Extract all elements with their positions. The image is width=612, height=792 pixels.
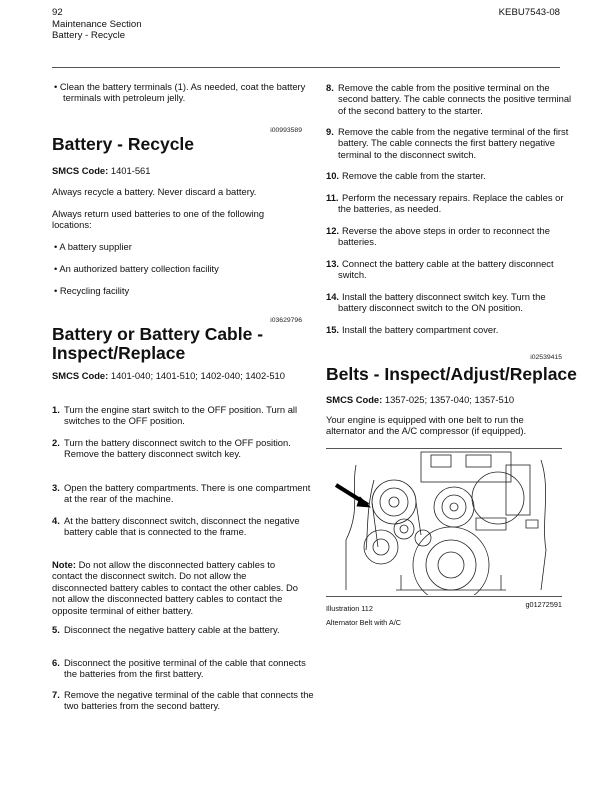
inspect-ref-id: i03629796 <box>270 317 302 324</box>
step-9: 9. Remove the cable from the negative terminal of the first battery. The cable connects the first battery negative terminal to the disconnect switch. <box>326 126 569 160</box>
belts-ref-id: i02539415 <box>530 354 562 361</box>
recycle-ref-id: i00993589 <box>270 127 302 134</box>
page-header <box>52 7 142 42</box>
step-15: 15. Install the battery compartment cover. <box>326 324 499 335</box>
recycle-title: Battery - Recycle <box>52 134 195 154</box>
note: Note: Do not allow the disconnected battery cables to contact the disconnect switch. Do not allow the disconnected battery cables to contact the other cables. Do not allow the disconnected battery cables to contact the opposite terminal of either battery. <box>52 559 298 616</box>
inspect-smcs: SMCS Code: 1401-040; 1401-510; 1402-040; 1402-510 <box>52 370 285 381</box>
section-name: Maintenance Section <box>52 18 142 30</box>
step-1: 1. Turn the engine start switch to the OFF position. Turn all switches to the OFF position. <box>52 404 298 427</box>
illustration-caption: Alternator Belt with A/C <box>326 618 402 627</box>
recycle-bullet: • An authorized battery collection facility <box>54 263 219 274</box>
step-6: 6. Disconnect the positive terminal of the cable that connects the batteries from the first battery. <box>52 657 306 680</box>
topic-name: Battery - Recycle <box>52 30 126 41</box>
step-4: 4. At the battery disconnect switch, disconnect the negative battery cable that is connected to the frame. <box>52 515 300 538</box>
step-3: 3. Open the battery compartments. There is one compartment at the rear of the machine. <box>52 482 311 505</box>
step-2: 2. Turn the battery disconnect switch to the OFF position. Remove the battery disconnect switch key. <box>52 437 291 460</box>
illustration-label: Illustration 112 <box>326 604 373 613</box>
recycle-bullet: • Recycling facility <box>54 285 130 296</box>
engine-illustration <box>326 450 562 595</box>
document-id: KEBU7543-08 <box>498 7 560 18</box>
belts-smcs: SMCS Code: 1357-025; 1357-040; 1357-510 <box>326 394 515 405</box>
recycle-bullet: • A battery supplier <box>54 241 132 252</box>
recycle-paragraph: Always recycle a battery. Never discard a battery. <box>52 186 257 197</box>
step-11: 11. Perform the necessary repairs. Replace the cables or the batteries, as needed. <box>326 192 564 215</box>
belts-paragraph: Your engine is equipped with one belt to run the alternator and the A/C compressor (if equipped). <box>326 414 527 437</box>
recycle-smcs: SMCS Code: 1401-561 <box>52 165 151 176</box>
recycle-paragraph: Always return used batteries to one of the following locations: <box>52 208 265 231</box>
figure-bottom-rule <box>326 596 562 597</box>
header-divider <box>52 67 560 68</box>
step-7: 7. Remove the negative terminal of the cable that connects the two batteries from the second battery. <box>52 689 314 712</box>
step-14: 14. Install the battery disconnect switch key. Turn the battery disconnect switch to the ON position. <box>326 291 546 314</box>
intro-bullet: • Clean the battery terminals (1). As needed, coat the battery terminals with petroleum jelly. <box>54 81 306 104</box>
page-number: 92 <box>52 7 63 18</box>
inspect-title: Battery or Battery Cable - Inspect/Replace <box>52 324 264 363</box>
step-5: 5. Disconnect the negative battery cable at the battery. <box>52 624 280 635</box>
figure-top-rule <box>326 448 562 449</box>
step-10: 10. Remove the cable from the starter. <box>326 170 486 181</box>
belts-title: Belts - Inspect/Adjust/Replace <box>326 364 577 384</box>
step-8: 8. Remove the cable from the positive terminal on the second battery. The cable connects the positive terminal of the second battery to the starter. <box>326 82 572 116</box>
step-12: 12. Reverse the above steps in order to reconnect the batteries. <box>326 225 550 248</box>
illustration-id: g01272591 <box>525 600 562 609</box>
step-13: 13. Connect the battery cable at the battery disconnect switch. <box>326 258 554 281</box>
